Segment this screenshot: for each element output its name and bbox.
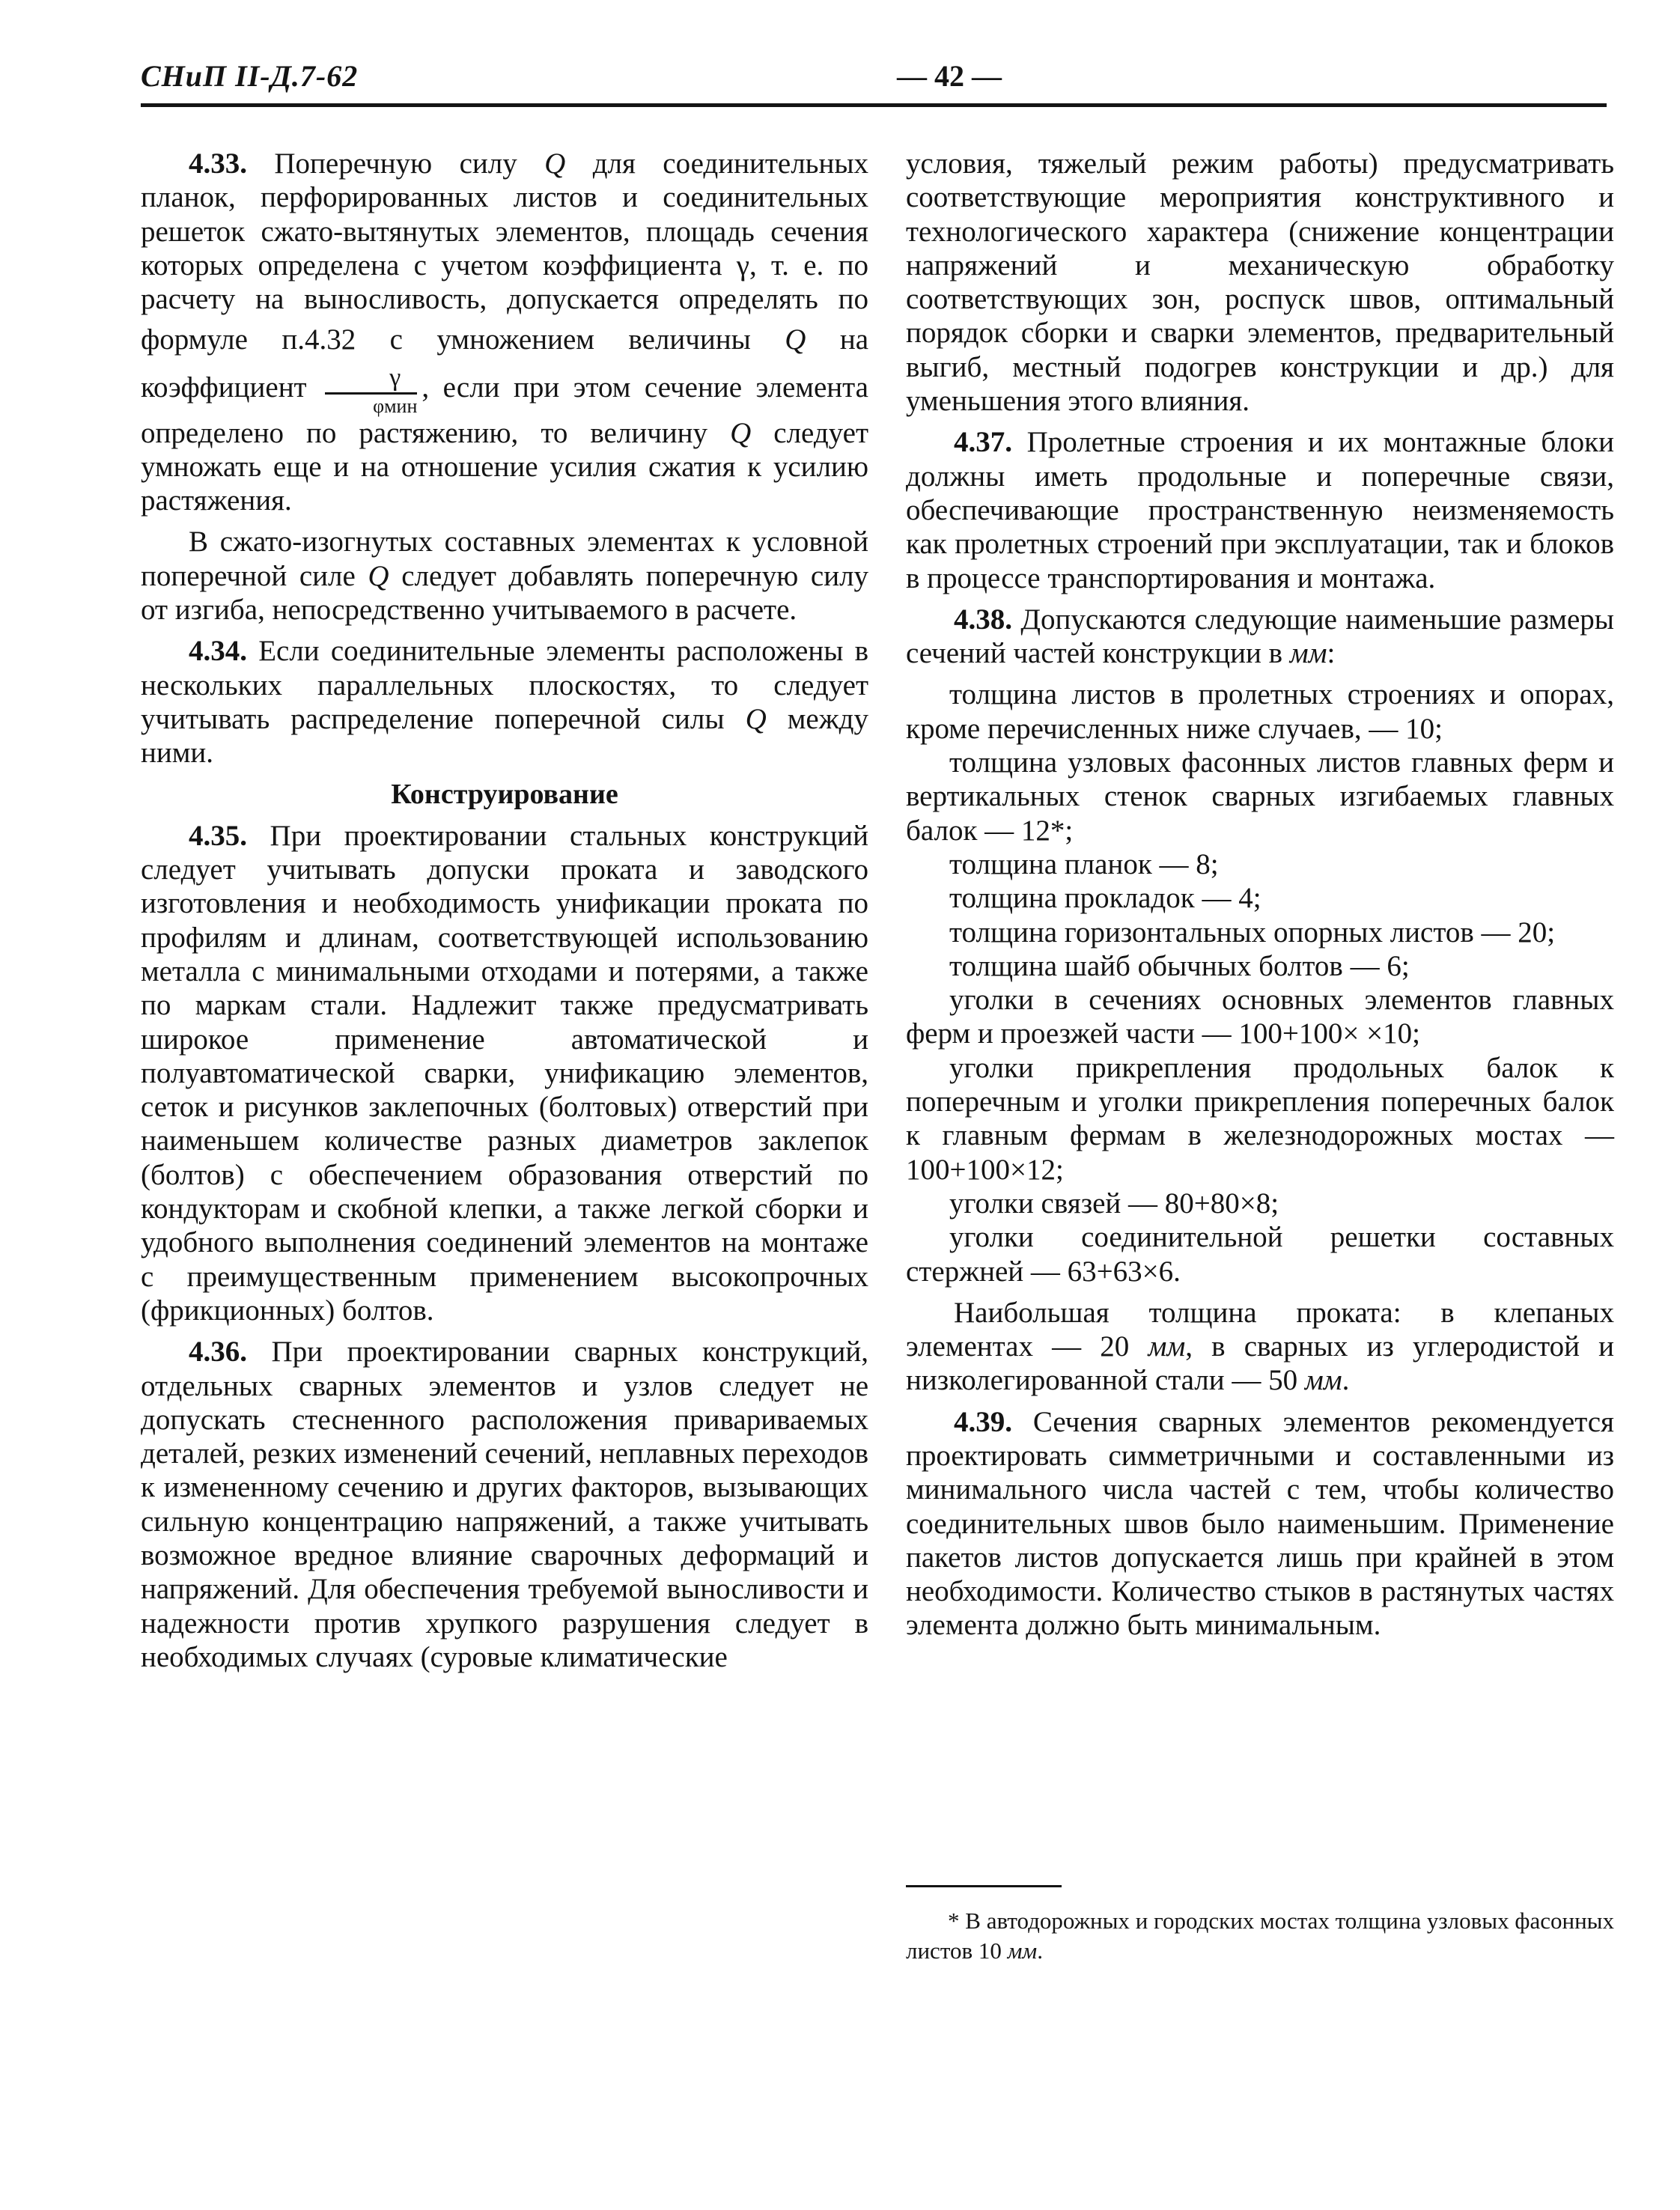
q-symbol: Q [785,323,806,356]
max-thickness-paragraph: Наибольшая толщина проката: в клепаных элементах — 20 мм, в сварных из углеродистой и низколегированной стали — 50 мм. [906,1296,1615,1397]
document-code: СНиП II-Д.7-62 [141,59,359,93]
paragraph-4-33-continued: В сжато-изогнутых составных элементах к условной поперечной силе Q следует добавлять поперечную силу от изгиба, непосредственно учитываемого в расчете. [141,526,869,627]
clause-number: 4.35. [189,819,247,852]
paragraph-4-36-continued: условия, тяжелый режим работы) предусматривать соответствующие мероприятия конструктивного и технологического характера (снижение концентрации напряжений и механическую обработку соответствующих зон, роспуск швов, оптимальный порядок сборки и сварки элементов, предварительный выгиб, местный подогрев конструкции и др.) для уменьшения этого влияния. [906,147,1614,418]
paragraph-4-34: 4.34. Если соединительные элементы расположены в нескольких параллельных плоскостях, то следует учитывать распределение поперечной силы Q между ними. [141,635,869,770]
list-item: уголки соединительной решетки составных стержней — 63+63×6. [906,1221,1614,1288]
section-heading: Конструирование [391,778,618,810]
unit-mm: мм [1289,637,1327,670]
fraction-denominator: φмин [373,395,418,417]
q-symbol: Q [745,702,767,735]
clause-number: 4.33. [189,147,247,180]
list-item: уголки в сечениях основных элементов главных ферм и проезжей части — 100+100× ×10; [906,984,1614,1050]
right-column [906,147,1614,1650]
clause-number: 4.37. [954,426,1012,459]
list-item: толщина горизонтальных опорных листов — 20; [949,916,1556,949]
q-symbol: Q [730,416,752,449]
list-item: уголки связей — 80+80×8; [949,1187,1279,1220]
unit-mm: мм [1007,1937,1038,1964]
list-item: толщина планок — 8; [949,847,1219,880]
page-number: — 42 — [897,59,1002,93]
clause-number: 4.38. [954,603,1012,636]
paragraph-4-37: 4.37. Пролетные строения и их монтажные блоки должны иметь продольные и поперечные связи, обеспечивающие пространственную неизменяемость как пролетных строений при эксплуатации, так и блоков в процессе транспортирования и монтажа. [906,426,1614,594]
left-column [141,147,868,1681]
coefficient-fraction [325,365,417,416]
q-symbol: Q [544,147,566,180]
clause-number: 4.34. [189,635,247,668]
unit-mm: мм [1148,1330,1186,1363]
q-symbol: Q [368,559,389,592]
page-header [141,58,1607,106]
list-item: толщина прокладок — 4; [949,882,1261,915]
paragraph-4-33: 4.33. Поперечную силу Q для соединительных планок, перфорированных листов и соединительных решеток сжато-вытянутых элементов, площадь сечения которых определена с учетом коэффициента γ, т. е. по расчету на выносливость, допускается определять по формуле п.4.32 с умножением величины Q на коэффициент $\frac{\gamma}{\text{φмин}}$ , если при этом сечение элемента определено по растяжению, то величину Q следует умножать еще и на отношение усилия сжатия к усилию растяжения. [141,147,869,517]
paragraph-4-36: 4.36. При проектировании сварных конструкций, отдельных сварных элементов и узлов следует не допускать стесненного расположения привариваемых деталей, резких изменений сечений, неплавных переходов к измененному сечению и других факторов, вызывающих сильную концентрацию напряжений, а также учитывать возможное вредное влияние сварочных деформаций и напряжений. Для обеспечения требуемой выносливости и надежности против хрупкого разрушения следует в необходимых случаях (суровые климатические [141,1336,868,1673]
header-rule [141,103,1607,107]
footnote: * В автодорожных и городских мостах толщина узловых фасонных листов 10 мм. [906,1908,1614,1964]
unit-mm: мм [1304,1364,1342,1397]
footnote-rule [906,1885,1062,1887]
paragraph-4-35: 4.35. При проектировании стальных конструкций следует учитывать допуски проката и заводского изготовления и необходимость унификации проката по профилям и длинам, соответствующей использованию металла с минимальными отходами и потерями, а также по маркам стали. Надлежит также предусматривать широкое применение автоматической и полуавтоматической сварки, унификацию элементов, сеток и рисунков заклепочных (болтовых) отверстий при наименьшем количестве разных диаметров заклепок (болтов) с обеспечением образования отверстий по кондукторам и скобной клепки, а также легкой сборки и удобного выполнения соединений элементов на монтаже с преимущественным применением высокопрочных (фрикционных) болтов. [141,819,868,1327]
clause-number: 4.36. [189,1336,247,1369]
list-item: толщина шайб обычных болтов — 6; [949,949,1410,982]
list-item: толщина узловых фасонных листов главных ферм и вертикальных стенок сварных изгибаемых главных балок — 12*; [906,746,1614,847]
list-item: толщина листов в пролетных строениях и опорах, кроме перечисленных ниже случаев, — 10; [906,678,1614,745]
fraction-numerator: γ [325,365,417,395]
list-item: уголки прикрепления продольных балок к поперечным и уголки прикрепления поперечных балок к главным фермам в железнодорожных мостах — 100+100×12; [906,1051,1614,1186]
paragraph-4-39: 4.39. Сечения сварных элементов рекомендуется проектировать симметричными и составленными из минимального числа частей с тем, чтобы количество соединительных швов было наименьшим. Применение пакетов листов допускается лишь при крайней в этом необходимости. Количество стыков в растянутых частях элемента должно быть минимальным. [906,1405,1614,1642]
paragraph-4-38: 4.38. Допускаются следующие наименьшие размеры сечений частей конструкции в мм: [906,603,1614,670]
clause-number: 4.39. [954,1405,1012,1438]
